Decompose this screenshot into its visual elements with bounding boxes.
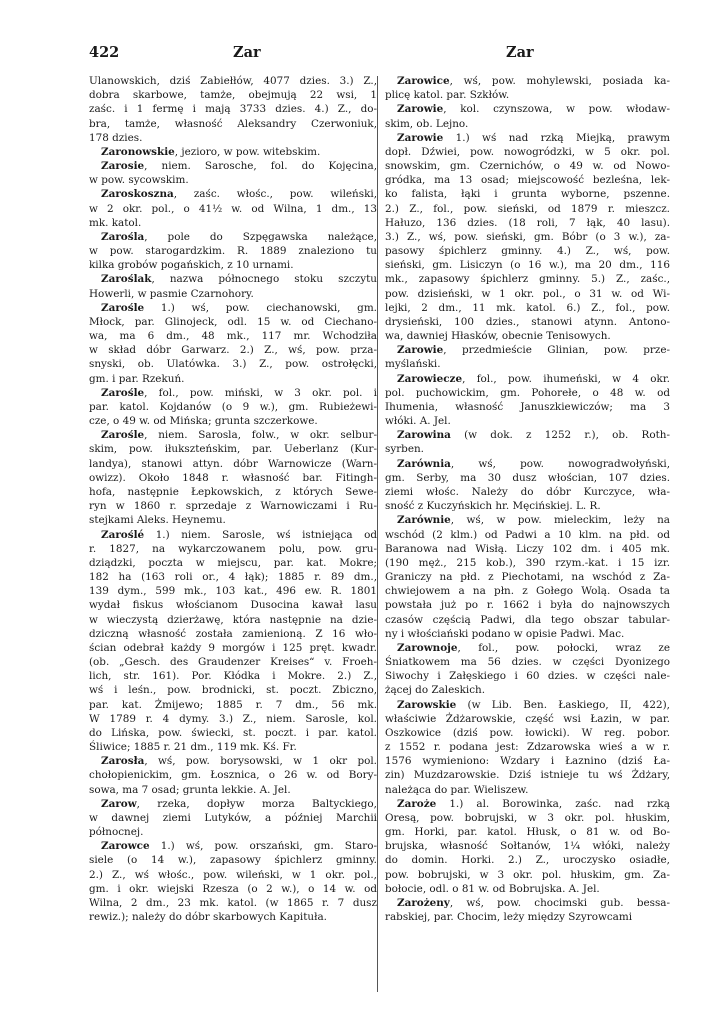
entry-headword: Zarowina: [397, 429, 451, 442]
text-line: Zarośle, niem. Sarosla, folw., w okr. selbur-: [101, 429, 377, 442]
text-line: północnej.: [89, 826, 144, 839]
entry-headword: Zarowice: [397, 75, 450, 87]
text-line: Zarownoje, fol., pow. połocki, wraz ze: [397, 641, 670, 654]
text-line: włóki. A. Jel.: [385, 415, 451, 428]
entry-headword: Zarowie: [397, 103, 444, 116]
entry-headword: Zarowiecze: [397, 372, 463, 385]
text-line: (ob. „Gesch. des Graudenzer Kreises“ v. Froeh-: [89, 656, 377, 669]
text-line: 3.) Z., wś, pow. sieński, gm. Bóbr (o 3 w.), za-: [385, 230, 670, 243]
text-line: do Lińska, pow. świecki, st. poczt. i par. katol.: [89, 726, 377, 739]
text-line: Baranowa nad Wisłą. Liczy 102 dm. i 405 mk.: [385, 542, 670, 555]
text-line: snyski, ob. Ulatówka. 3.) Z., pow. ostrołęcki,: [89, 358, 377, 371]
text-line: myślański.: [385, 358, 441, 371]
text-line: żącej do Zaleskich.: [385, 684, 486, 697]
text-line: dziczną własność została zamienioną. Z 16 wło-: [89, 627, 377, 640]
text-line: sieński, gm. Lisiczyn (o 16 w.), ma 20 dm., 116: [385, 259, 670, 272]
text-line: Zarowskie (w Lib. Ben. Łaskiego, II, 422),: [397, 698, 670, 711]
text-line: Zarowie, przedmieście Glinian, pow. prze-: [397, 344, 670, 357]
entry-headword: Zarośle: [101, 386, 145, 399]
text-line: syrben.: [385, 443, 424, 456]
text-line: bołocie, odl. o 81 w. od Bobrujska. A. Jel.: [385, 882, 600, 895]
entry-headword: Zaroślak: [101, 273, 152, 286]
text-line: (190 męż., 215 kob.), 390 rzym.-kat. i 15 izr.: [385, 556, 670, 569]
text-line: owizz). Około 1848 r. własność bar. Fitingh-: [89, 471, 377, 484]
text-line: wydał fiskus włościanom Dusocina kawał lasu: [89, 599, 377, 612]
text-line: Zarosła, wś, pow. borysowski, w 1 okr pol.: [101, 755, 377, 768]
text-line: 178 dzies.: [89, 131, 143, 144]
text-line: dziądzki, poczta w miejscu, par. kat. Mokre;: [89, 556, 377, 569]
text-line: w dawnej ziemi Lutyków, a później Marchii: [89, 811, 377, 824]
text-line: Zarowina (w dok. z 1252 r.), ob. Roth-: [397, 429, 670, 442]
text-line: Zarównia, wś, pow. nowogradwołyński,: [397, 457, 670, 470]
text-line: Graniczy na płd. z Piechotami, na wschód z Za-: [385, 571, 670, 584]
entry-headword: Zaroskoszna: [101, 188, 174, 201]
text-line: plicę katol. par. Szkłów.: [385, 89, 510, 102]
text-line: dopł. Dźwiei, pow. nowogródzki, w 5 okr. pol.: [385, 145, 670, 158]
text-line: pol. puchowickim, gm. Pohorełe, o 48 w. od: [385, 386, 670, 399]
text-line: powstała już po r. 1662 i była do najnowszych: [385, 599, 670, 612]
text-line: 139 dym., 599 mk., 103 kat., 496 ew. R. 1801: [89, 585, 377, 598]
text-line: 2.) Z., wś włośc., pow. wileński, w 1 okr. pol.,: [89, 868, 377, 881]
text-line: w pow. starogardzkim. R. 1889 znaleziono tu: [89, 245, 377, 258]
text-line: landya), stanowi attyn. dóbr Warnowicze (Warn-: [89, 457, 377, 470]
text-line: par. katol. Kojdanów (o 9 w.), gm. Rubieżewi-: [89, 400, 377, 413]
text-line: rabskiej, par. Chocim, leży między Szyrowcami: [385, 911, 633, 924]
text-line: w pow. sycowskim.: [89, 174, 189, 187]
entry-headword: Zarowskie: [397, 698, 457, 711]
text-line: Zarowie, kol. czynszowa, w pow. włodaw-: [397, 103, 670, 116]
text-line: W 1789 r. 4 dymy. 3.) Z., niem. Sarosle, kol.: [89, 712, 377, 725]
text-line: dobra skarbowe, tamże, obejmują 22 wsi, 1: [89, 89, 377, 102]
entry-headword: Zaronowskie: [101, 145, 175, 158]
text-line: z 1552 r. podana jest: Zdzarowska wieś a w r.: [385, 741, 670, 754]
text-line: Zaroskoszna, zaśc. włośc., pow. wileński,: [101, 188, 377, 201]
text-line: wa, dawniej Hłasków, obecnie Tenisowych.: [385, 330, 611, 343]
entry-headword: Zarosie: [101, 160, 145, 173]
text-line: w 2 okr. pol., o 41½ w. od Wilna, 1 dm., 13: [89, 202, 377, 215]
entry-headword: Zarowie: [397, 344, 444, 357]
text-line: zaśc. i 1 fermę i mają 3733 dzies. 4.) Z., do-: [89, 103, 377, 116]
entry-headword: Zarośle: [101, 301, 145, 314]
text-line: Zarowiecze, fol., pow. ihumeński, w 4 okr.: [397, 372, 670, 385]
text-line: czasów częścią Padwi, dla tego obszar tabular-: [385, 613, 670, 626]
text-line: ścian odebrał każdy 9 morgów i 125 pręt. kwadr.: [89, 641, 377, 654]
text-line: Zarosie, niem. Sarosche, fol. do Kojęcina,: [101, 160, 377, 173]
text-line: mk., zapasowy śpichlerz gminny. 5.) Z., zaśc.,: [385, 273, 670, 286]
text-line: siele (o 14 w.), zapasowy śpichlerz gminny.: [89, 854, 377, 867]
entry-headword: Zaroże: [397, 797, 437, 810]
text-line: r. 1827, na wykarczowanem polu, pow. gru-: [89, 542, 377, 555]
entry-headword: Zarożeny: [397, 896, 450, 909]
running-head-left: Zar: [233, 44, 261, 61]
text-line: kilka grobów pogańskich, z 10 urnami.: [89, 259, 294, 272]
text-line: drysieński, 100 dzies., stanowi atynn. Antono-: [385, 315, 670, 328]
text-line: lejki, 2 dm., 11 mk. katol. 6.) Z., fol., pow.: [385, 301, 670, 314]
text-line: 182 ha (163 roli or., 4 łąk); 1885 r. 89 dm.,: [89, 571, 377, 584]
text-line: w wieczystą dzierżawę, która następnie na dzie-: [89, 613, 377, 626]
entry-headword: Zarównie: [397, 514, 451, 527]
text-line: wschód (2 klm.) od Padwi a 10 klm. na płd. od: [385, 528, 670, 541]
text-line: skim, ob. Lejno.: [385, 117, 469, 130]
text-line: Hałuzo, 136 dzies. (18 roli, 7 łąk, 40 lasu).: [385, 216, 670, 229]
page-number: 422: [89, 44, 120, 61]
left-column: [89, 74, 377, 924]
text-line: Howerli, w pasmie Czarnohory.: [89, 287, 254, 300]
entry-headword: Zarosła: [101, 755, 145, 768]
text-line: Zaroślak, nazwa północnego stoku szczytu: [101, 273, 377, 286]
entry-headword: Zaroślé: [101, 528, 145, 541]
text-line: gm. Serby, ma 30 dusz włościan, 107 dzies.: [385, 471, 670, 484]
text-line: Oresą, pow. bobrujski, w 3 okr. pol. hłuskim,: [385, 811, 670, 824]
text-line: Zarow, rzeka, dopływ morza Baltyckiego,: [101, 797, 377, 810]
text-line: stejkami Aleks. Heynemu.: [89, 514, 226, 527]
text-line: gródka, ma 13 osad; miejscowość bezleśna, lek-: [385, 174, 670, 187]
text-line: ny i włościański podano w opisie Padwi. Mac.: [385, 627, 625, 640]
text-line: sność z Kuczyńskich hr. Męcińskiej. L. R.: [385, 500, 601, 513]
text-line: gm. i par. Rzekuń.: [89, 372, 185, 385]
text-line: Zaronowskie, jezioro, w pow. witebskim.: [101, 145, 321, 158]
text-line: hofa, następnie Łepkowskich, z których Sewe-: [89, 485, 377, 498]
text-line: w skład dóbr Garwarz. 2.) Z., wś, pow. prza-: [89, 344, 377, 357]
text-line: Ihumenia, własność Januszkiewiczów; ma 3: [385, 400, 670, 413]
text-line: wa, ma 6 dm., 48 mk., 117 mr. Wchodziła: [89, 330, 377, 343]
text-line: Zarośle, fol., pow. miński, w 3 okr. pol. i: [101, 386, 377, 399]
text-line: Ulanowskich, dziś Zabiełłów, 4077 dzies. 3.) Z.,: [89, 75, 377, 87]
text-line: Wilna, 2 dm., 23 mk. katol. (w 1865 r. 7 dusz: [89, 896, 377, 909]
column-divider: [377, 76, 378, 992]
text-line: Zarośle 1.) wś, pow. ciechanowski, gm.: [101, 301, 377, 314]
text-line: Śniatkowem ma 56 dzies. w części Dyonizego: [385, 656, 670, 669]
entry-headword: Zarównia: [397, 457, 451, 470]
text-line: bra, tamże, własność Aleksandry Czerwoniuk,: [89, 117, 377, 130]
text-line: wś i leśn., pow. brodnicki, st. poczt. Zbiczno,: [89, 684, 377, 697]
text-line: ko falista, łąki i grunta wyborne, pszenne.: [385, 188, 670, 201]
text-line: Młock, par. Glinojeck, odl. 15 w. od Ciechano-: [89, 315, 377, 328]
entry-headword: Zarow: [101, 797, 137, 810]
text-line: Zarożeny, wś, pow. chocimski gub. bessa-: [397, 896, 670, 909]
text-line: rewiz.); należy do dóbr skarbowych Kapituła.: [89, 911, 327, 924]
text-line: Zarowice, wś, pow. mohylewski, posiada ka-: [397, 75, 670, 87]
text-line: należąca do par. Wieliszew.: [385, 783, 529, 796]
text-line: Zarowie 1.) wś nad rzką Miejką, prawym: [397, 131, 670, 144]
text-line: ziemi włośc. Należy do dóbr Kurczyce, wła-: [385, 485, 670, 498]
text-line: Zarośla, pole do Szpęgawska należące,: [101, 230, 377, 243]
text-line: Zarównie, wś, w pow. mieleckim, leży na: [397, 514, 670, 527]
entry-headword: Zarownoje: [397, 641, 458, 654]
text-line: chołopienickim, gm. Łosznica, o 26 w. od Bory-: [89, 769, 377, 782]
running-head-right: Zar: [506, 44, 534, 61]
text-line: Siwochy i Załęskiego i 60 dzies. w części nale-: [385, 670, 670, 683]
text-line: gm. Horki, par. katol. Hłusk, o 81 w. od Bo-: [385, 826, 670, 839]
text-line: Zaroże 1.) al. Borowinka, zaśc. nad rzką: [397, 797, 670, 810]
entry-headword: Zarośle: [101, 429, 145, 442]
entry-headword: Zarowie: [397, 131, 444, 144]
text-line: 2.) Z., fol., pow. sieński, od 1879 r. mieszcz.: [385, 202, 670, 215]
text-line: gm. i okr. wiejski Rzesza (o 2 w.), o 14 w. od: [89, 882, 377, 895]
right-column: [385, 74, 670, 924]
text-line: chwiejowem a na płn. z Gołego Wolą. Osada ta: [385, 585, 670, 598]
text-line: ryn w 1860 r. sprzedaje z Warnowiczami i Ru-: [89, 500, 377, 513]
text-line: właściwie Żdżarowskie, część wsi Łazin, w par.: [385, 712, 670, 725]
text-line: sowa, ma 7 osad; grunta lekkie. A. Jel.: [89, 783, 291, 796]
entry-headword: Zarośla: [101, 230, 145, 243]
text-line: Śliwice; 1885 r. 21 dm., 119 mk. Kś. Fr.: [89, 741, 297, 754]
text-line: par. kat. Żmijewo; 1885 r. 7 dm., 56 mk.: [89, 698, 377, 711]
text-line: Zaroślé 1.) niem. Sarosle, wś istniejąca od: [101, 528, 377, 541]
text-line: Zarowce 1.) wś, pow. orszański, gm. Staro-: [101, 840, 377, 853]
text-line: pow. bobrujski, w 3 okr. pol. hłuskim, gm. Za-: [385, 868, 670, 881]
text-line: mk. katol.: [89, 216, 142, 229]
text-line: lich, str. 161). Por. Kłódka i Mokre. 2.) Z.,: [89, 670, 377, 683]
text-line: zin) Muzdzarowskie. Dziś istnieje tu wś Żdżary,: [385, 769, 670, 782]
text-line: 1576 wymieniono: Wzdary i Łaznino (dziś Ła-: [385, 755, 670, 768]
text-line: snowskim, gm. Czernichów, o 49 w. od Nowo-: [385, 160, 670, 173]
text-line: skim, pow. iłukszteńskim, par. Ueberlanz (Kur-: [89, 443, 377, 456]
text-line: cze, o 49 w. od Mińska; grunta szczerkowe.: [89, 415, 318, 428]
entry-headword: Zarowce: [101, 840, 150, 853]
text-line: do domin. Horki. 2.) Z., uroczysko osiadłe,: [385, 854, 670, 867]
text-line: pow. dzisieński, w 1 okr. pol., o 31 w. od Wi-: [385, 287, 670, 300]
text-line: pasowy śpichlerz gminny. 4.) Z., wś, pow.: [385, 245, 670, 258]
text-line: Oszkowice (dziś pow. łowicki). W reg. pobor.: [385, 726, 670, 739]
text-line: brujska, własność Sołtanów, 1¼ włóki, należy: [385, 840, 670, 853]
